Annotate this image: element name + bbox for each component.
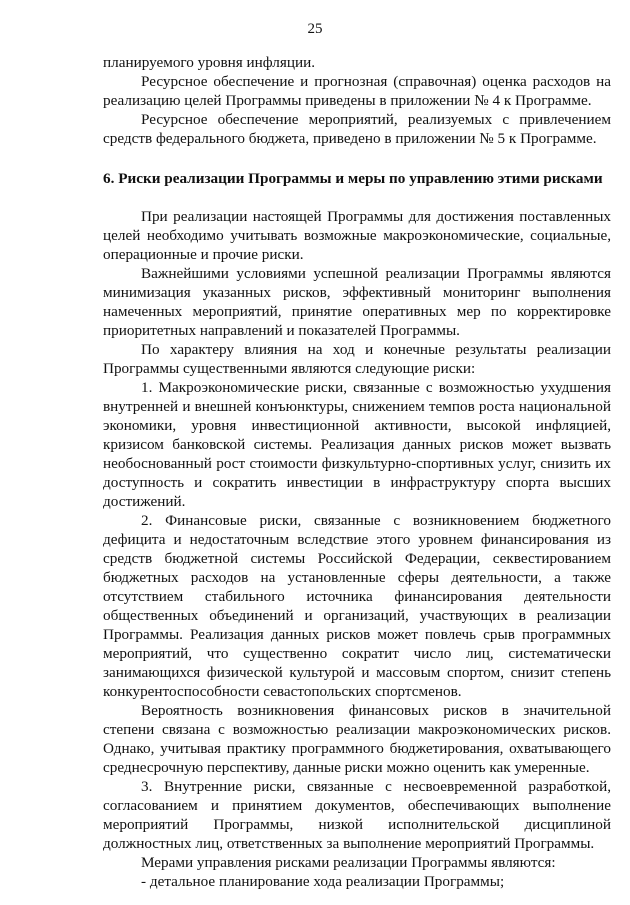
paragraph-risk-measures: Мерами управления рисками реализации Программы являются: xyxy=(141,854,556,871)
paragraph-resource-estimate: Ресурсное обеспечение и прогнозная (справочная) оценка расходов на реализацию целей Программы приведены в приложении № 4 к Программе. xyxy=(103,73,611,109)
paragraph-key-conditions: Важнейшими условиями успешной реализации Программы являются минимизация указанных рисков, эффективный мониторинг выполнения намеченных мероприятий, принятие оперативных мер по корректировке приоритетных направлений и показателей Программы. xyxy=(103,265,611,339)
paragraph-internal-risks: 3. Внутренние риски, связанные с несвоевременной разработкой, согласованием и принятием документов, обеспечивающих выполнение мероприятий Программы, низкой исполнительской дисциплиной должностных лиц, ответственных за выполнение мероприятий Программы. xyxy=(103,778,611,852)
paragraph-risk-list-intro: По характеру влияния на ход и конечные результаты реализации Программы существенными являются следующие риски: xyxy=(103,341,611,377)
page-number: 25 xyxy=(307,21,323,37)
paragraph-intro-risks: При реализации настоящей Программы для достижения поставленных целей необходимо учитывать возможные макроэкономические, социальные, операционные и прочие риски. xyxy=(103,208,611,263)
list-item-planning: - детальное планирование хода реализации Программы; xyxy=(141,873,505,890)
paragraph-federal-budget: Ресурсное обеспечение мероприятий, реализуемых с привлечением средств федерального бюджета, приведено в приложении № 5 к Программе. xyxy=(103,111,611,147)
paragraph-inflation: планируемого уровня инфляции. xyxy=(103,54,316,71)
paragraph-macroeconomic-risks: 1. Макроэкономические риски, связанные с возможностью ухудшения внутренней и внешней конъюнктуры, снижением темпов роста национальной экономики, уровня инвестиционной активности, высокой инфляцией, кризисом банковской системы. Реализация данных рисков может вызвать необоснованный рост стоимости физкультурно-спортивных услуг, снизить их доступность и сократить инвестиции в инфраструктуру спорта высших достижений. xyxy=(103,379,611,510)
paragraph-financial-risks: 2. Финансовые риски, связанные с возникновением бюджетного дефицита и недостаточным вследствие этого уровнем финансирования из средств бюджетной системы Российской Федерации, секвестированием бюджетных расходов на установленные сферы деятельности, а также отсутствием стабильного источника финансирования деятельности общественных объединений и организаций, участвующих в реализации Программы. Реализация данных рисков может повлечь срыв программных мероприятий, что существенно сократит число лиц, систематически занимающихся физической культурой и массовым спортом, снизит степень конкурентоспособности севастопольских спортсменов. xyxy=(103,512,611,700)
document-body xyxy=(103,53,611,891)
section-heading: 6. Риски реализации Программы и меры по управлению этими рисками xyxy=(103,170,603,187)
paragraph-financial-risk-probability: Вероятность возникновения финансовых рисков в значительной степени связана с возможностью реализации макроэкономических рисков. Однако, учитывая практику программного бюджетирования, охватывающего среднесрочную перспективу, данные риски можно оценить как умеренные. xyxy=(103,702,611,776)
